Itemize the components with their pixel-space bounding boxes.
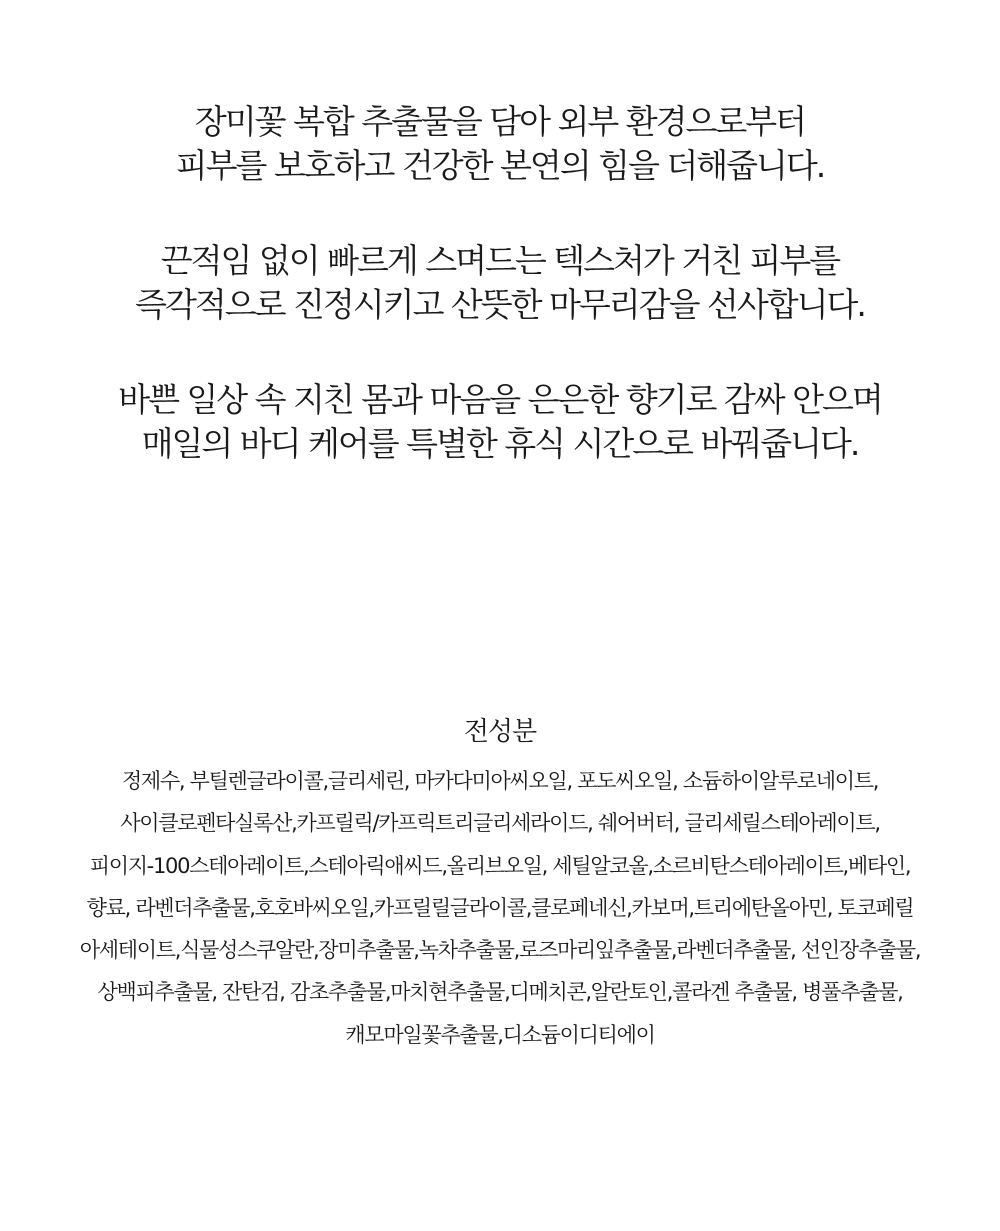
ingredient-line: 정제수, 부틸렌글라이콜,글리세린, 마카다미아씨오일, 포도씨오일, 소듐하이알루로네이트, (121, 769, 879, 793)
ingredient-line: 향료, 라벤더추출물,호호바씨오일,카프릴릴글라이콜,클로페네신,카보머,트리에탄올아민, 토코페릴 (86, 895, 914, 920)
description-line: 바쁜 일상 속 지친 몸과 마음을 은은한 향기로 감싸 안으며 (118, 380, 882, 419)
ingredient-line: 아세테이트,식물성스쿠알란,장미추출물,녹차추출물,로즈마리잎추출물,라벤더추출물, 선인장추출물, (79, 938, 921, 963)
description-line: 끈적임 없이 빠르게 스며드는 텍스처가 거친 피부를 (160, 241, 840, 280)
description-paragraph-2 (0, 239, 1000, 327)
description-line: 장미꽃 복합 추출물을 담아 외부 환경으로부터 (194, 102, 806, 141)
ingredient-line: 캐모마일꽃추출물,디소듐이디티에이 (345, 1022, 655, 1047)
description-line: 피부를 보호하고 건강한 본연의 힘을 더해줍니다. (175, 146, 825, 185)
product-description (0, 100, 1000, 517)
description-line: 매일의 바디 케어를 특별한 휴식 시간으로 바꿔줍니다. (141, 424, 859, 463)
description-paragraph-1 (0, 100, 1000, 188)
ingredient-line: 상백피추출물, 잔탄검, 감초추출물,마치현추출물,디메치콘,알란토인,콜라겐 추출물, 병풀추출물, (97, 980, 903, 1005)
description-line: 즉각적으로 진정시키고 산뜻한 마무리감을 선사합니다. (135, 285, 865, 324)
ingredients-section (0, 712, 1000, 1056)
ingredients-title: 전성분 (463, 717, 537, 747)
description-paragraph-3 (0, 378, 1000, 466)
ingredient-line: 사이클로펜타실록산,카프릴릭/카프릭트리글리세라이드, 쉐어버터, 글리세릴스테아레이트, (120, 811, 880, 836)
ingredient-line: 피이지-100스테아레이트,스테아릭애씨드,올리브오일, 세틸알코올,소르비탄스테아레이트,베타인, (89, 853, 911, 878)
